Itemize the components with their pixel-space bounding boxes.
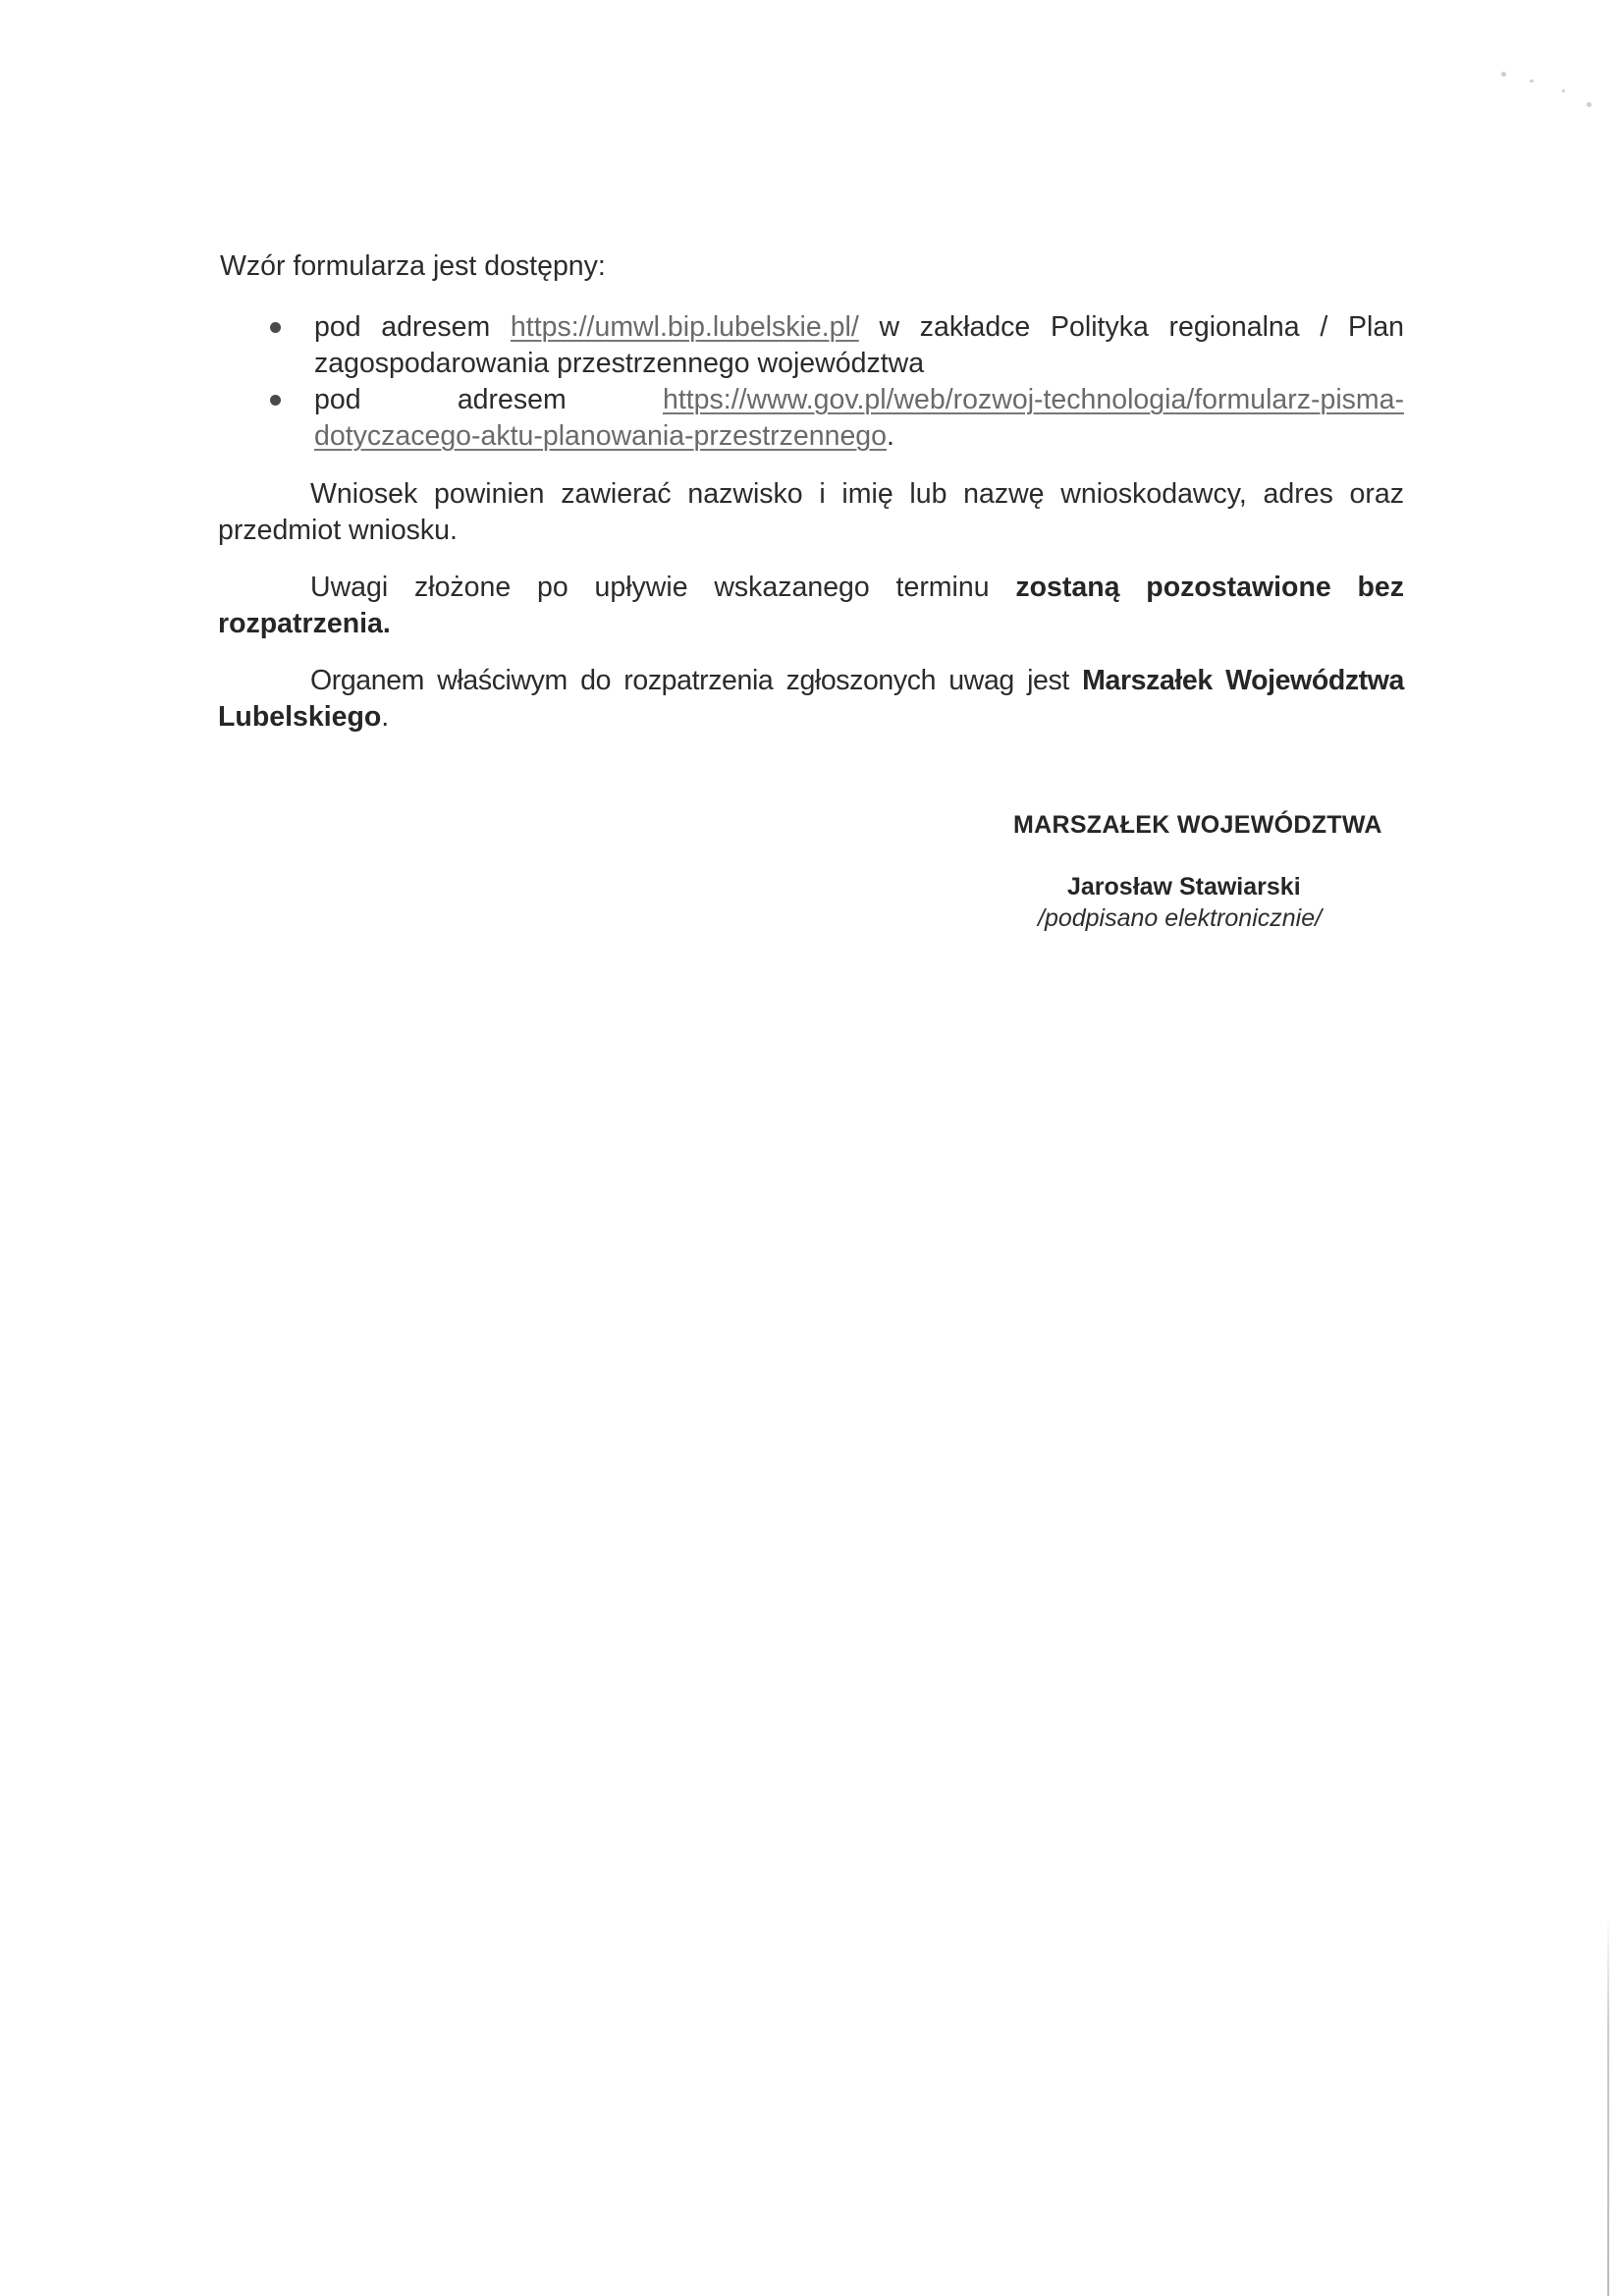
scan-line-artifact	[1607, 1915, 1609, 2296]
paragraph-wniosek-line-1: Wniosek powinien zawierać nazwisko i imię lub nazwę wnioskodawcy, adres oraz	[310, 478, 1404, 510]
link-gov-pl-formularz-part-2[interactable]: dotyczacego-aktu-planowania-przestrzennego	[314, 420, 888, 452]
link-gov-pl-formularz-part-1[interactable]: https://www.gov.pl/web/rozwoj-technologia/formularz-pisma-	[662, 384, 1404, 415]
bullet-1-word-adresem: adresem	[381, 311, 491, 343]
organ-regular-text: Organem właściwym do rozpatrzenia zgłoszonych uwag jest	[310, 665, 1069, 696]
bullet-2-line-1	[314, 382, 1404, 418]
organ-bold-text-line-2: Lubelskiego	[218, 701, 382, 733]
bullet-2-line-2	[314, 418, 894, 455]
bullet-icon	[270, 322, 281, 333]
signature-note: /podpisano elektronicznie/	[1038, 904, 1323, 932]
paragraph-organ-line-1	[310, 663, 1404, 699]
uwagi-bold-text: zostaną pozostawione bez	[1015, 572, 1405, 603]
bullet-2-word-adresem: adresem	[457, 384, 567, 415]
paragraph-wniosek-line-2: przedmiot wniosku.	[218, 515, 458, 546]
paragraph-organ-line-2	[218, 699, 389, 736]
bullet-1-line-1	[314, 309, 1404, 346]
organ-end-punct: .	[381, 701, 390, 733]
bullet-icon	[270, 395, 281, 406]
bullet-1-line-2: zagospodarowania przestrzennego województwa	[314, 348, 925, 379]
intro-text: Wzór formularza jest dostępny:	[220, 250, 606, 282]
scan-speck	[1530, 80, 1534, 82]
bullet-2-end-punct: .	[887, 420, 894, 452]
signature-name: Jarosław Stawiarski	[1067, 873, 1301, 901]
bullet-1-word-pod: pod	[314, 311, 361, 343]
organ-bold-text: Marszałek Województwa	[1082, 665, 1404, 696]
bullet-1-suffix: w zakładce Polityka regionalna / Plan	[879, 311, 1405, 343]
scan-speck	[1587, 102, 1592, 107]
paragraph-uwagi-line-1	[310, 570, 1404, 606]
scan-speck	[1501, 72, 1506, 77]
bullet-2-word-pod: pod	[314, 384, 361, 415]
link-umwl-bip[interactable]: https://umwl.bip.lubelskie.pl/	[510, 311, 859, 343]
uwagi-regular-text: Uwagi złożone po upływie wskazanego terminu	[310, 572, 990, 603]
paragraph-uwagi-line-2: rozpatrzenia.	[218, 608, 391, 639]
signature-title: MARSZAŁEK WOJEWÓDZTWA	[1013, 811, 1382, 839]
scan-speck	[1562, 89, 1565, 92]
